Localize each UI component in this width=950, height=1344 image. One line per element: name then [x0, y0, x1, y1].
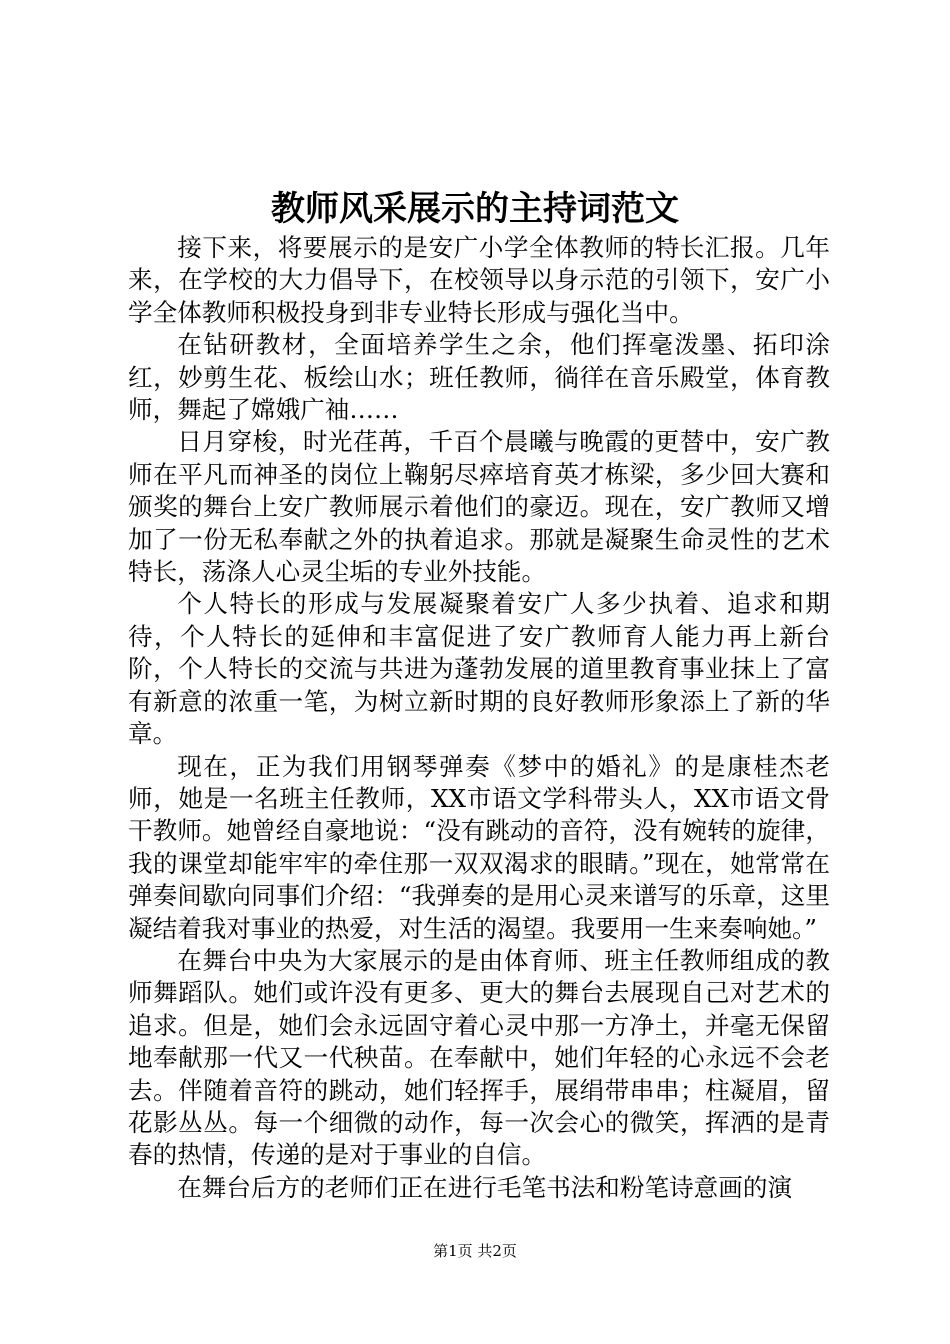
- paragraph: 在钻研教材，全面培养学生之余，他们挥毫泼墨、拓印涂红，妙剪生花、板绘山水；班任教师，徜徉在音乐殿堂，体育教师，舞起了嫦娥广袖……: [128, 330, 830, 425]
- document-body: [128, 232, 830, 1204]
- paragraph: 日月穿梭，时光荏苒，千百个晨曦与晚霞的更替中，安广教师在平凡而神圣的岗位上鞠躬尽瘁培育英才栋梁，多少回大赛和颁奖的舞台上安广教师展示着他们的豪迈。现在，安广教师又增加了一份无私奉献之外的执着追求。那就是凝聚生命灵性的艺术特长，荡涤人心灵尘垢的专业外技能。: [128, 427, 830, 587]
- paragraph: 现在，正为我们用钢琴弹奏《梦中的婚礼》的是康桂杰老师，她是一名班主任教师，XX市语文学科带头人，XX市语文骨干教师。她曾经自豪地说：“没有跳动的音符，没有婉转的旋律，我的课堂却能牢牢的牵住那一双双渴求的眼睛。”现在，她常常在弹奏间歇向同事们介绍：“我弹奏的是用心灵来谱写的乐章，这里凝结着我对事业的热爱，对生活的渴望。我要用一生来奏响她。”: [128, 751, 830, 943]
- paragraph: 接下来，将要展示的是安广小学全体教师的特长汇报。几年来，在学校的大力倡导下，在校领导以身示范的引领下，安广小学全体教师积极投身到非专业特长形成与强化当中。: [128, 233, 830, 327]
- paragraph: 个人特长的形成与发展凝聚着安广人多少执着、追求和期待，个人特长的延伸和丰富促进了安广教师育人能力再上新台阶，个人特长的交流与共进为蓬勃发展的道里教育事业抹上了富有新意的浓重一笔，为树立新时期的良好教师形象添上了新的华章。: [128, 589, 830, 749]
- paragraph: 在舞台中央为大家展示的是由体育师、班主任教师组成的教师舞蹈队。她们或许没有更多、更大的舞台去展现自己对艺术的追求。但是，她们会永远固守着心灵中那一方净土，并毫无保留地奉献那一代又一代秧苗。在奉献中，她们年轻的心永远不会老去。伴随着音符的跳动，她们轻挥手，展绢带串串；柱凝眉，留花影丛丛。每一个细微的动作，每一次会心的微笑，挥洒的是青春的热情，传递的是对于事业的自信。: [128, 945, 830, 1170]
- document-title: 教师风采展示的主持词范文: [271, 189, 679, 229]
- paragraph: 在舞台后方的老师们正在进行毛笔书法和粉笔诗意画的演: [177, 1172, 793, 1202]
- page-footer: 第1页 共2页: [433, 1242, 517, 1260]
